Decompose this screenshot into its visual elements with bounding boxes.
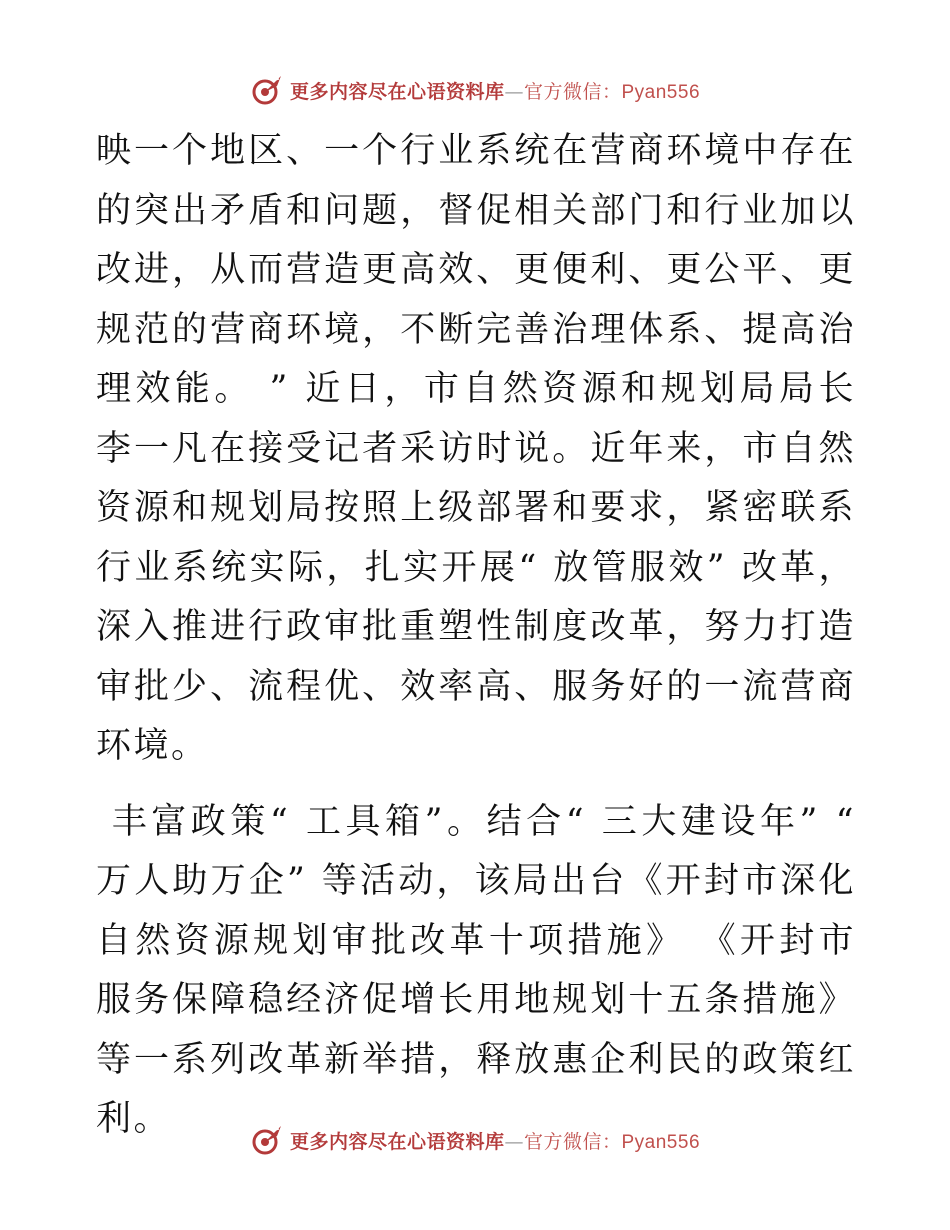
footer-separator: — (504, 1130, 524, 1153)
footer-brand: 更多内容尽在心语资料库 (289, 1130, 505, 1153)
document-body (96, 122, 870, 1150)
quill-logo-icon (250, 1123, 284, 1157)
header-banner-text (290, 77, 700, 104)
header-separator: — (504, 80, 524, 103)
paragraph-2: 丰富政策“ 工具箱”。结合“ 三大建设年” “ 万人助万企” 等活动，该局出台《开封市深化自然资源规划审批改革十项措施》 《开封市服务保障稳经济促增长用地规划十五条措施》等一系列改革新举措，释放惠企利民的政策红利。 (96, 801, 870, 1139)
footer-wechat-id: Pyan556 (621, 1131, 701, 1153)
header-banner (0, 70, 950, 110)
header-wechat-label: 官方微信： (523, 80, 622, 103)
header-brand: 更多内容尽在心语资料库 (289, 80, 505, 103)
footer-banner (0, 1120, 950, 1160)
footer-wechat-label: 官方微信： (523, 1130, 622, 1153)
header-wechat-id: Pyan556 (621, 81, 701, 103)
quill-logo-icon (250, 73, 284, 107)
paragraph-1: 映一个地区、一个行业系统在营商环境中存在的突出矛盾和问题，督促相关部门和行业加以改进，从而营造更高效、更便利、更公平、更规范的营商环境，不断完善治理体系、提高治理效能。 ” 近日，市自然资源和规划局局长李一凡在接受记者采访时说。近年来，市自然资源和规划局按照上级部署和要求，紧密联系行业系统实际，扎实开展“ 放管服效” 改革，深入推进行政审批重塑性制度改革，努力打造审批少、流程优、效率高、服务好的一流营商环境。 (96, 131, 856, 766)
footer-banner-text (290, 1127, 700, 1154)
